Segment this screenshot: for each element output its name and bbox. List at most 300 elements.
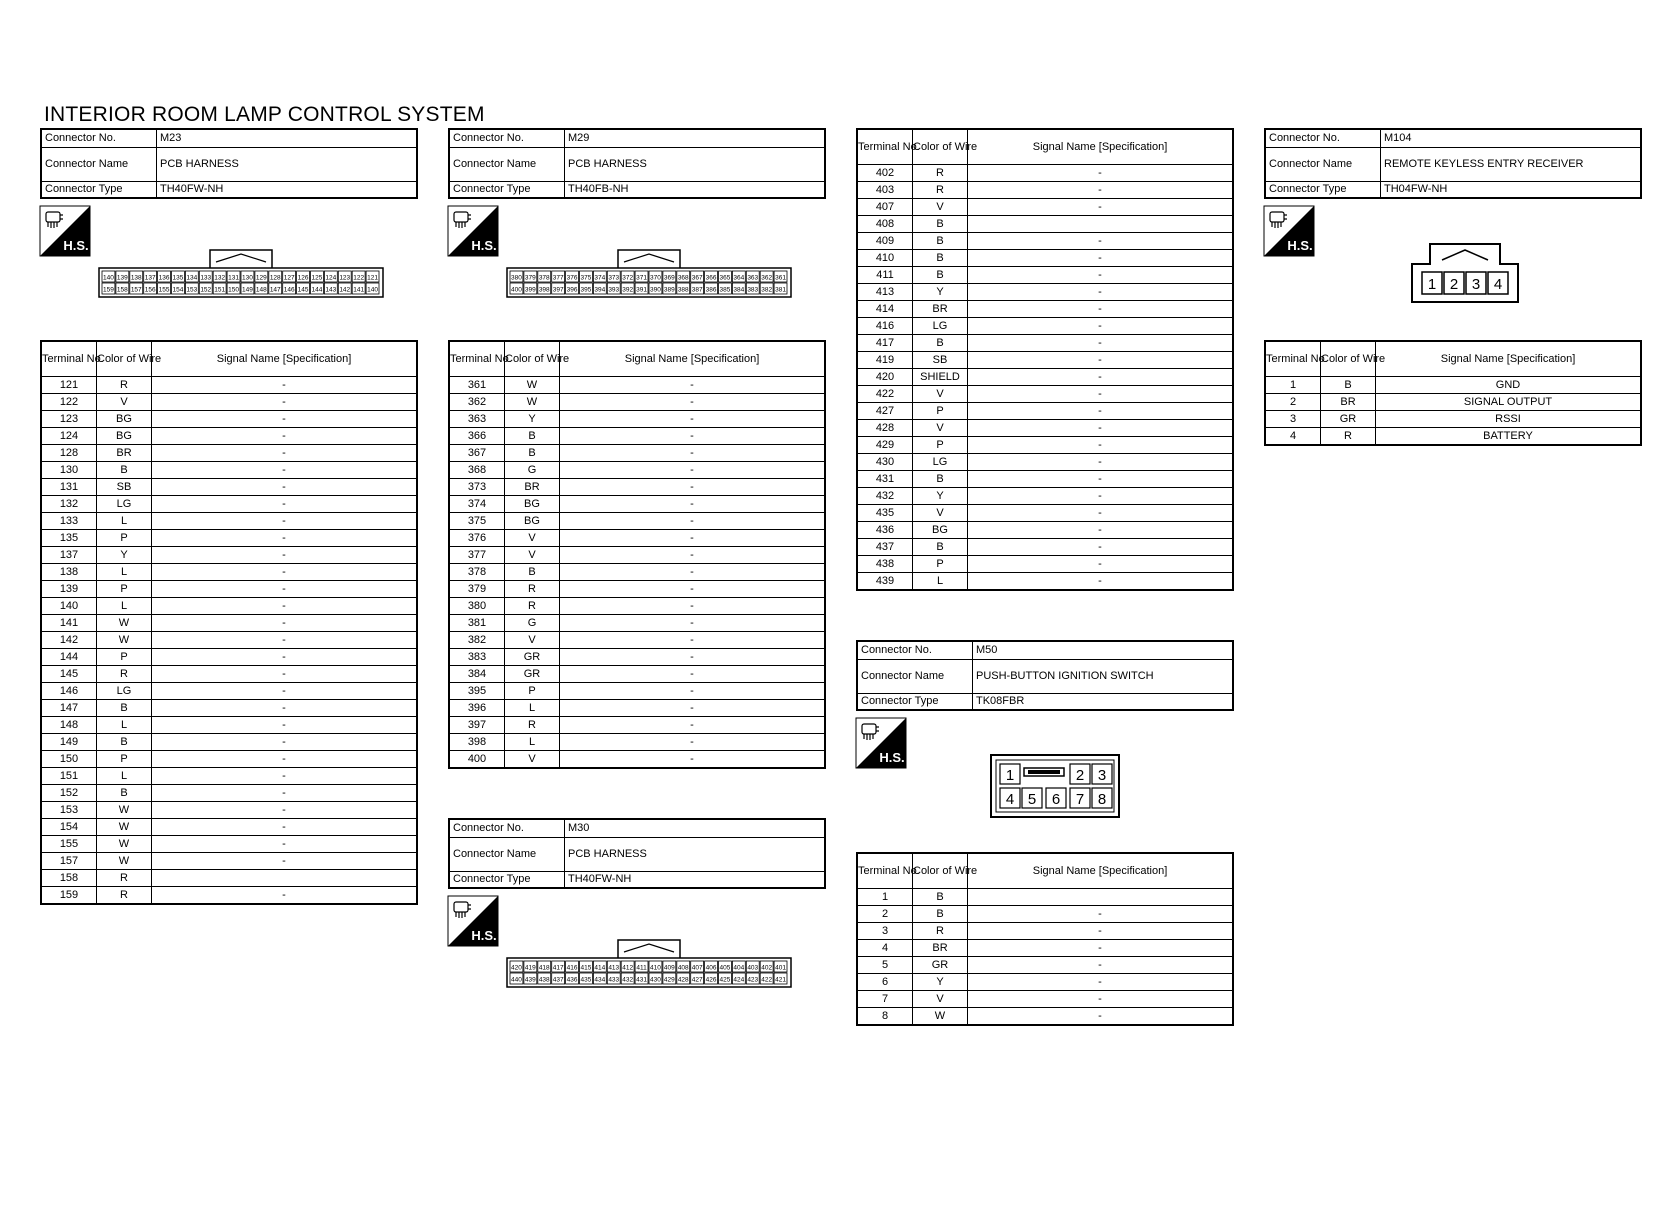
pin-label: 369 [663, 274, 675, 282]
table-row [1265, 411, 1641, 428]
table-row [41, 445, 417, 462]
label-connector-name: Connector Name [1265, 147, 1381, 181]
wire-color-cell: B [913, 267, 968, 284]
terminal-no-cell: 148 [41, 717, 97, 734]
table-row [449, 717, 825, 734]
table-row [449, 598, 825, 615]
pin-label: 127 [283, 274, 295, 282]
signal-name-cell: - [152, 887, 418, 905]
signal-name-cell: - [968, 437, 1234, 454]
signal-name-cell: - [560, 666, 826, 683]
pin-label: 438 [538, 976, 550, 984]
pin-label: 138 [130, 274, 142, 282]
terminal-no-cell: 413 [857, 284, 913, 301]
pin-label: 417 [552, 964, 564, 972]
pin-label: 123 [339, 274, 351, 282]
signal-name-cell: - [968, 1008, 1234, 1026]
pin-label: 411 [636, 964, 647, 972]
wire-color-cell: B [97, 462, 152, 479]
terminal-no-cell: 419 [857, 352, 913, 369]
wire-color-cell: BR [505, 479, 560, 496]
terminal-no-cell: 4 [1265, 428, 1321, 446]
wire-color-cell: GR [505, 649, 560, 666]
signal-name-cell [968, 889, 1234, 906]
wire-color-cell: SB [913, 352, 968, 369]
signal-name-cell: - [152, 411, 418, 428]
wire-color-cell: L [913, 573, 968, 591]
pin-label: 157 [130, 286, 142, 294]
terminal-no-cell: 133 [41, 513, 97, 530]
wire-color-cell: BG [97, 428, 152, 445]
wire-color-cell: P [913, 403, 968, 420]
table-row [41, 513, 417, 530]
terminal-no-cell: 8 [857, 1008, 913, 1026]
pin-label: 429 [663, 976, 675, 984]
pin-label: 440 [511, 976, 522, 984]
signal-name-cell: - [152, 598, 418, 615]
table-row [41, 530, 417, 547]
pin-label: 407 [691, 964, 703, 972]
terminal-no-cell: 407 [857, 199, 913, 216]
pin-label: 381 [775, 286, 786, 294]
table-row [857, 974, 1233, 991]
pin-label: 405 [719, 964, 731, 972]
pin-label: 366 [705, 274, 717, 282]
wire-color-cell: W [97, 819, 152, 836]
signal-name-cell: - [968, 906, 1234, 923]
wire-color-cell: R [505, 598, 560, 615]
terminal-no-cell: 427 [857, 403, 913, 420]
terminal-no-cell: 432 [857, 488, 913, 505]
signal-name-cell: - [968, 957, 1234, 974]
signal-name-cell: - [968, 471, 1234, 488]
signal-name-cell: BATTERY [1376, 428, 1642, 446]
wire-color-cell: V [913, 505, 968, 522]
terminal-no-cell: 379 [449, 581, 505, 598]
wire-color-cell: BR [1321, 394, 1376, 411]
wire-color-cell: V [913, 199, 968, 216]
wire-color-cell: P [97, 649, 152, 666]
pin-label: 389 [663, 286, 675, 294]
terminal-no-cell: 157 [41, 853, 97, 870]
signal-name-cell: - [152, 496, 418, 513]
terminal-no-cell: 437 [857, 539, 913, 556]
table-row [857, 233, 1233, 250]
signal-name-cell: - [560, 649, 826, 666]
label-connector-name: Connector Name [41, 147, 157, 181]
signal-name-cell: - [152, 377, 418, 394]
table-row [41, 462, 417, 479]
pin-label: 433 [608, 976, 620, 984]
wire-color-cell: W [505, 377, 560, 394]
terminal-no-cell: 130 [41, 462, 97, 479]
table-row [857, 906, 1233, 923]
pin-label: 403 [747, 964, 759, 972]
terminal-no-cell: 414 [857, 301, 913, 318]
label-connector-no: Connector No. [449, 819, 565, 837]
table-row [857, 991, 1233, 1008]
connector-face-m30 [506, 938, 792, 988]
terminal-no-cell: 374 [449, 496, 505, 513]
pin-label: 150 [228, 286, 239, 294]
signal-name-cell: - [152, 785, 418, 802]
terminal-no-cell: 3 [857, 923, 913, 940]
pin-label: 400 [511, 286, 522, 294]
label-connector-type: Connector Type [857, 693, 973, 710]
pin-label: 416 [566, 964, 578, 972]
pin-label: 147 [269, 286, 281, 294]
pin-label: 421 [775, 976, 786, 984]
signal-name-cell: - [968, 165, 1234, 182]
pin-label: 133 [200, 274, 212, 282]
table-row [449, 734, 825, 751]
terminal-no-cell: 410 [857, 250, 913, 267]
connector-name-value: PUSH-BUTTON IGNITION SWITCH [973, 659, 1234, 693]
terminal-no-cell: 436 [857, 522, 913, 539]
signal-name-cell: - [560, 530, 826, 547]
signal-name-cell: - [560, 598, 826, 615]
label-connector-name: Connector Name [449, 147, 565, 181]
pin-label: 7 [1075, 791, 1085, 808]
wire-color-cell: V [505, 751, 560, 769]
connector-name-value: REMOTE KEYLESS ENTRY RECEIVER [1381, 147, 1642, 181]
wire-color-cell: P [505, 683, 560, 700]
table-row [857, 199, 1233, 216]
table-row [449, 581, 825, 598]
signal-name-cell: - [152, 836, 418, 853]
pin-label: 370 [650, 274, 661, 282]
terminal-no-cell: 142 [41, 632, 97, 649]
terminal-no-cell: 139 [41, 581, 97, 598]
wire-color-cell: W [505, 394, 560, 411]
terminal-no-cell: 2 [1265, 394, 1321, 411]
signal-name-cell: - [152, 751, 418, 768]
signal-name-cell: - [152, 428, 418, 445]
connector-info-m23 [40, 128, 418, 199]
table-row [449, 394, 825, 411]
wire-color-cell: V [913, 420, 968, 437]
wire-color-cell: GR [1321, 411, 1376, 428]
pin-label: 431 [636, 976, 647, 984]
connector-face-m104 [1410, 240, 1520, 304]
signal-name-cell: - [152, 683, 418, 700]
wire-color-cell: V [913, 386, 968, 403]
signal-name-cell: - [968, 923, 1234, 940]
wire-color-cell: LG [97, 683, 152, 700]
terminal-no-cell: 363 [449, 411, 505, 428]
harness-side-label: H.S. [63, 238, 89, 253]
wire-color-cell: R [505, 581, 560, 598]
signal-name-cell: - [968, 301, 1234, 318]
pin-label: 146 [283, 286, 295, 294]
terminal-no-cell: 362 [449, 394, 505, 411]
wire-color-cell: B [1321, 377, 1376, 394]
pin-label: 4 [1493, 276, 1503, 293]
signal-name-cell: - [560, 751, 826, 769]
table-row [857, 165, 1233, 182]
table-row [41, 700, 417, 717]
pin-label: 374 [594, 274, 606, 282]
harness-side-icon [448, 896, 498, 946]
wire-color-cell: R [97, 666, 152, 683]
terminal-table-m30 [856, 128, 1234, 591]
pin-label: 2 [1075, 767, 1085, 784]
header-signal-name: Signal Name [Specification] [968, 129, 1234, 165]
connector-no-value: M29 [565, 129, 826, 147]
table-row [857, 471, 1233, 488]
wire-color-cell: LG [97, 496, 152, 513]
pin-label: 424 [733, 976, 745, 984]
pin-label: 140 [103, 274, 114, 282]
table-row [449, 428, 825, 445]
terminal-no-cell: 151 [41, 768, 97, 785]
wire-color-cell: LG [913, 454, 968, 471]
signal-name-cell: - [968, 522, 1234, 539]
table-row [449, 649, 825, 666]
header-color-of-wire: Color of Wire [97, 341, 152, 377]
terminal-no-cell: 409 [857, 233, 913, 250]
label-connector-type: Connector Type [1265, 181, 1381, 198]
wire-color-cell: SHIELD [913, 369, 968, 386]
wire-color-cell: Y [913, 284, 968, 301]
wire-color-cell: BG [505, 496, 560, 513]
terminal-no-cell: 146 [41, 683, 97, 700]
signal-name-cell: - [560, 377, 826, 394]
signal-name-cell: - [968, 488, 1234, 505]
pin-label: 141 [353, 286, 365, 294]
pin-label: 386 [705, 286, 717, 294]
wire-color-cell: GR [913, 957, 968, 974]
terminal-no-cell: 416 [857, 318, 913, 335]
header-terminal-no: Terminal No. [41, 341, 97, 377]
pin-label: 4 [1005, 791, 1015, 808]
harness-side-icon [856, 718, 906, 768]
header-color-of-wire: Color of Wire [913, 853, 968, 889]
terminal-no-cell: 376 [449, 530, 505, 547]
page-title: INTERIOR ROOM LAMP CONTROL SYSTEM [44, 103, 485, 126]
terminal-no-cell: 384 [449, 666, 505, 683]
terminal-no-cell: 7 [857, 991, 913, 1008]
wire-color-cell: G [505, 462, 560, 479]
table-row [857, 957, 1233, 974]
harness-side-label: H.S. [471, 928, 497, 943]
terminal-no-cell: 123 [41, 411, 97, 428]
connector-info-m104 [1264, 128, 1642, 199]
terminal-no-cell: 395 [449, 683, 505, 700]
table-row [449, 564, 825, 581]
connector-type-value: TH40FB-NH [565, 181, 826, 198]
table-row [857, 539, 1233, 556]
signal-name-cell: - [560, 615, 826, 632]
harness-side-icon [448, 206, 498, 256]
wire-color-cell: L [97, 768, 152, 785]
pin-label: 1 [1427, 276, 1437, 293]
wire-color-cell: V [97, 394, 152, 411]
signal-name-cell: - [152, 666, 418, 683]
connector-no-value: M30 [565, 819, 826, 837]
pin-label: 387 [691, 286, 703, 294]
pin-label: 390 [650, 286, 661, 294]
pin-label: 378 [538, 274, 550, 282]
pin-label: 125 [311, 274, 323, 282]
signal-name-cell: - [152, 649, 418, 666]
terminal-no-cell: 377 [449, 547, 505, 564]
wire-color-cell: R [913, 923, 968, 940]
wire-color-cell: L [97, 564, 152, 581]
wire-color-cell: B [97, 700, 152, 717]
signal-name-cell: - [560, 717, 826, 734]
table-row [41, 853, 417, 870]
pin-label: 373 [608, 274, 620, 282]
terminal-no-cell: 158 [41, 870, 97, 887]
pin-label: 121 [367, 274, 378, 282]
table-row [449, 411, 825, 428]
signal-name-cell: - [560, 496, 826, 513]
pin-label: 362 [761, 274, 773, 282]
connector-no-value: M23 [157, 129, 418, 147]
table-row [857, 335, 1233, 352]
harness-side-icon [1264, 206, 1314, 256]
table-row [449, 700, 825, 717]
terminal-no-cell: 131 [41, 479, 97, 496]
table-row [857, 556, 1233, 573]
wire-color-cell: V [505, 547, 560, 564]
label-connector-no: Connector No. [41, 129, 157, 147]
terminal-table-m23 [40, 340, 418, 905]
connector-face-m23 [98, 248, 384, 298]
table-row [857, 940, 1233, 957]
table-row [857, 505, 1233, 522]
label-connector-type: Connector Type [449, 181, 565, 198]
table-header [857, 129, 1233, 165]
wire-color-cell: B [913, 539, 968, 556]
table-row [857, 420, 1233, 437]
connector-no-value: M104 [1381, 129, 1642, 147]
table-row [41, 836, 417, 853]
table-row [449, 683, 825, 700]
signal-name-cell: - [968, 403, 1234, 420]
signal-name-cell: - [152, 853, 418, 870]
pin-label: 159 [103, 286, 114, 294]
wire-color-cell: LG [913, 318, 968, 335]
signal-name-cell: - [968, 284, 1234, 301]
wire-color-cell: BG [97, 411, 152, 428]
harness-side-label: H.S. [1287, 238, 1313, 253]
header-color-of-wire: Color of Wire [505, 341, 560, 377]
pin-label: 2 [1449, 276, 1459, 293]
pin-label: 5 [1027, 791, 1037, 808]
pin-label: 399 [524, 286, 536, 294]
terminal-no-cell: 402 [857, 165, 913, 182]
pin-label: 420 [511, 964, 522, 972]
signal-name-cell: - [152, 547, 418, 564]
connector-type-value: TH40FW-NH [157, 181, 418, 198]
label-connector-type: Connector Type [449, 871, 565, 888]
wire-color-cell: GR [505, 666, 560, 683]
signal-name-cell: - [968, 199, 1234, 216]
table-row [449, 632, 825, 649]
pin-label: 409 [663, 964, 675, 972]
terminal-no-cell: 431 [857, 471, 913, 488]
table-row [41, 666, 417, 683]
terminal-no-cell: 138 [41, 564, 97, 581]
wire-color-cell: R [1321, 428, 1376, 446]
pin-label: 134 [186, 274, 198, 282]
pin-label: 412 [622, 964, 634, 972]
pin-label: 156 [144, 286, 156, 294]
table-header [857, 853, 1233, 889]
pin-label: 376 [566, 274, 578, 282]
signal-name-cell: - [152, 819, 418, 836]
table-row [857, 386, 1233, 403]
wire-color-cell: Y [913, 974, 968, 991]
wire-color-cell: L [97, 513, 152, 530]
pin-label: 385 [719, 286, 731, 294]
pin-label: 371 [636, 274, 647, 282]
pin-label: 422 [761, 976, 773, 984]
terminal-table-m50 [856, 852, 1234, 1026]
wire-color-cell: B [97, 785, 152, 802]
terminal-no-cell: 132 [41, 496, 97, 513]
header-signal-name: Signal Name [Specification] [968, 853, 1234, 889]
pin-label: 408 [677, 964, 689, 972]
signal-name-cell: - [560, 683, 826, 700]
pin-label: 395 [580, 286, 592, 294]
signal-name-cell: - [968, 539, 1234, 556]
terminal-no-cell: 152 [41, 785, 97, 802]
terminal-no-cell: 381 [449, 615, 505, 632]
signal-name-cell: - [968, 573, 1234, 591]
table-row [41, 547, 417, 564]
wire-color-cell: B [913, 335, 968, 352]
terminal-no-cell: 141 [41, 615, 97, 632]
connector-face-m50 [990, 754, 1120, 818]
table-row [857, 284, 1233, 301]
terminal-no-cell: 159 [41, 887, 97, 905]
table-row [857, 250, 1233, 267]
table-header [449, 341, 825, 377]
terminal-no-cell: 430 [857, 454, 913, 471]
signal-name-cell: - [152, 530, 418, 547]
pin-label: 368 [677, 274, 689, 282]
terminal-no-cell: 382 [449, 632, 505, 649]
label-connector-type: Connector Type [41, 181, 157, 198]
pin-label: 436 [566, 976, 578, 984]
pin-label: 361 [775, 274, 786, 282]
wire-color-cell: V [505, 530, 560, 547]
table-row [857, 522, 1233, 539]
signal-name-cell: - [560, 394, 826, 411]
pin-label: 129 [255, 274, 267, 282]
signal-name-cell: - [560, 734, 826, 751]
wire-color-cell: BG [913, 522, 968, 539]
pin-label: 437 [552, 976, 564, 984]
pin-label: 393 [608, 286, 620, 294]
wire-color-cell: V [913, 991, 968, 1008]
table-row [41, 411, 417, 428]
pin-label: 401 [775, 964, 786, 972]
table-row [857, 889, 1233, 906]
wire-color-cell: W [97, 632, 152, 649]
table-row [41, 564, 417, 581]
table-row [41, 734, 417, 751]
wire-color-cell: BG [505, 513, 560, 530]
signal-name-cell: - [560, 564, 826, 581]
wire-color-cell: Y [913, 488, 968, 505]
pin-label: 426 [705, 976, 717, 984]
table-row [857, 318, 1233, 335]
wire-color-cell: B [505, 428, 560, 445]
